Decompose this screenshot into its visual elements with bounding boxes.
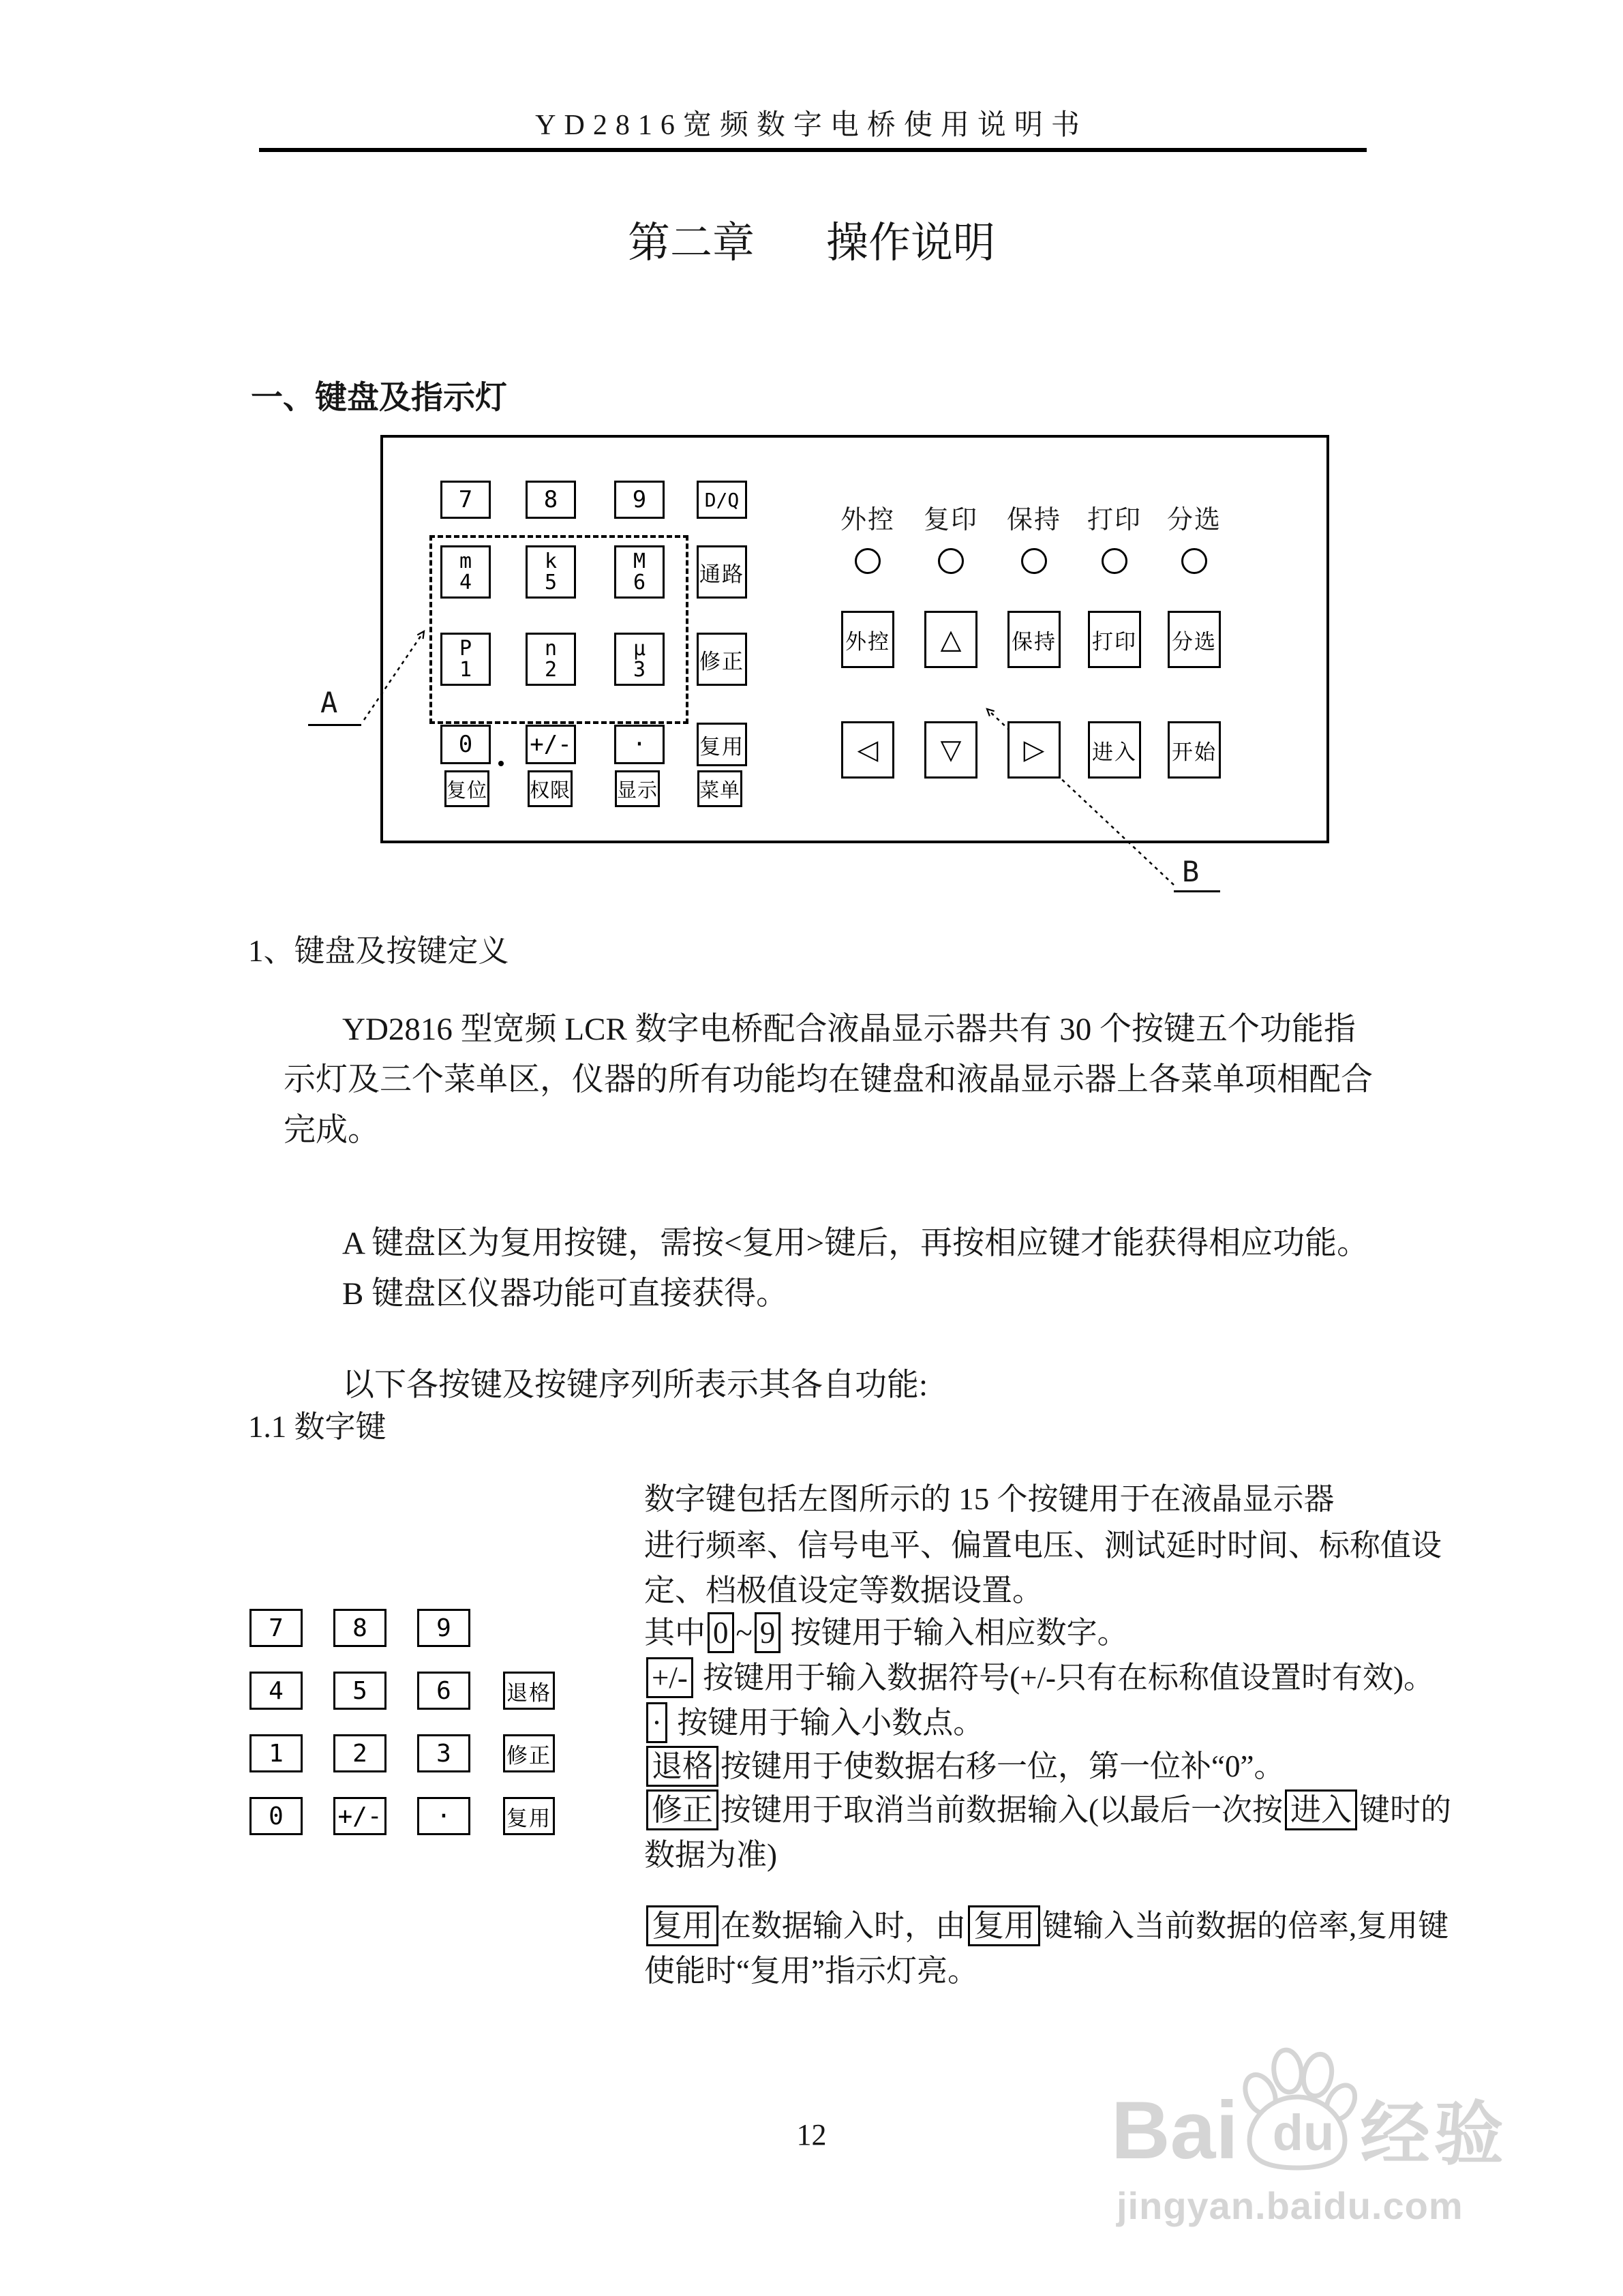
numpad-key: 9 xyxy=(417,1609,470,1647)
text-segment: 定、档极值设定等数据设置。 xyxy=(644,1573,1044,1607)
text-segment: 按键用于输入小数点。 xyxy=(669,1706,984,1740)
text-segment: 在数据输入时，由 xyxy=(721,1909,967,1943)
paragraph-line: 示灯及三个菜单区，仪器的所有功能均在键盘和液晶显示器上各菜单项相配合 xyxy=(284,1062,1373,1098)
key-digit-label: 4 xyxy=(459,571,472,594)
key-unit-label: M xyxy=(633,549,646,573)
paragraph-line: 以下各按键及按键序列所表示其各自功能: xyxy=(342,1368,928,1403)
description-line xyxy=(644,1697,1571,1738)
panel-button: ▽ xyxy=(924,721,977,779)
text-segment: 按键用于输入相应数字。 xyxy=(783,1616,1128,1650)
key-unit-label: μ xyxy=(633,636,646,661)
text-segment: 按键用于输入数据符号(+/-只有在标称值设置时有效)。 xyxy=(695,1661,1434,1695)
panel-button: △ xyxy=(924,611,977,668)
zone-b-callout-label: B xyxy=(1182,855,1200,888)
diagram-key: 修正 xyxy=(697,633,747,686)
diagram-key: 复位 xyxy=(444,770,489,807)
key-unit-label: P xyxy=(459,636,472,661)
diagram-key: 显示 xyxy=(615,770,660,807)
key-unit-label: k xyxy=(544,549,558,573)
description-line xyxy=(644,1785,1571,1826)
indicator-label: 分选 xyxy=(1166,506,1222,534)
paragraph-line: B 键盘区仪器功能可直接获得。 xyxy=(342,1276,789,1312)
panel-button: 打印 xyxy=(1088,611,1141,668)
description-line xyxy=(644,1474,1571,1515)
chapter-name: 操作说明 xyxy=(826,220,996,267)
diagram-key: 8 xyxy=(526,481,576,519)
inline-key-box: 修正 xyxy=(646,1789,718,1830)
panel-button: ◁ xyxy=(841,721,894,779)
diagram-key: 复用 xyxy=(697,723,747,766)
text-segment: 键输入当前数据的倍率,复用键 xyxy=(1042,1909,1449,1943)
inline-key-box: 0 xyxy=(708,1612,734,1653)
zone-a-callout-label: A xyxy=(320,686,338,719)
panel-button: 开始 xyxy=(1168,721,1221,779)
numpad-key: 2 xyxy=(333,1734,386,1772)
numpad-key: · xyxy=(417,1797,470,1835)
page-number: 12 xyxy=(796,2118,827,2151)
zone-a-callout-underline xyxy=(308,724,361,726)
key-digit-label: 6 xyxy=(633,571,646,594)
paragraph-line: A 键盘区为复用按键，需按<复用>键后，再按相应键才能获得相应功能。 xyxy=(342,1226,1369,1261)
diagram-key: 权限 xyxy=(528,770,573,807)
chapter-label: 第二章 xyxy=(627,220,755,267)
indicator-light xyxy=(938,548,964,574)
numpad-key: 5 xyxy=(333,1672,386,1710)
numpad-key: 4 xyxy=(249,1672,303,1710)
text-segment: 按键用于取消当前数据输入(以最后一次按 xyxy=(721,1793,1284,1827)
key-digit-label: 1 xyxy=(459,658,472,682)
description-line xyxy=(644,1652,1571,1693)
panel-button: 外控 xyxy=(841,611,894,668)
inline-key-box: 复用 xyxy=(968,1905,1040,1946)
inline-key-box: · xyxy=(646,1702,667,1743)
indicator-light xyxy=(1102,548,1127,574)
inline-key-box: +/- xyxy=(646,1657,693,1698)
numpad-key: 修正 xyxy=(503,1734,555,1772)
indicator-label: 外控 xyxy=(840,506,895,534)
description-line xyxy=(644,1607,1571,1648)
description-line xyxy=(644,1520,1571,1561)
description-line xyxy=(644,1565,1571,1606)
document-header-title: YD2816宽频数字电桥使用说明书 xyxy=(535,110,1088,141)
indicator-label: 复印 xyxy=(923,506,978,534)
numpad-key: 退格 xyxy=(503,1672,555,1710)
baidu-jingyan-watermark xyxy=(1111,2031,1602,2228)
text-segment: 数字键包括左图所示的 15 个按键用于在液晶显示器 xyxy=(644,1482,1335,1516)
description-line xyxy=(644,1741,1571,1782)
section11-heading: 1.1 数字键 xyxy=(248,1410,386,1444)
inline-key-box: 退格 xyxy=(646,1746,718,1787)
paragraph-line: YD2816 型宽频 LCR 数字电桥配合液晶显示器共有 30 个按键五个功能指 xyxy=(342,1012,1356,1047)
text-segment: 按键用于使数据右移一位，第一位补“0”。 xyxy=(721,1749,1285,1783)
inline-key-box: 复用 xyxy=(646,1905,718,1946)
indicator-light xyxy=(1021,548,1047,574)
subsection1-heading: 1、键盘及按键定义 xyxy=(248,934,509,968)
description-line xyxy=(644,1901,1571,1942)
key-digit-label: 5 xyxy=(544,571,558,594)
numpad-key: 6 xyxy=(417,1672,470,1710)
key-digit-label: 2 xyxy=(544,658,558,682)
numpad-key: 8 xyxy=(333,1609,386,1647)
numpad-key: +/- xyxy=(333,1797,386,1835)
numpad-key: 1 xyxy=(249,1734,303,1772)
diagram-key: 菜单 xyxy=(697,770,742,807)
key-descriptions xyxy=(0,1452,1623,2031)
inline-key-box: 进入 xyxy=(1285,1789,1357,1830)
text-segment: 数据为准) xyxy=(644,1838,777,1872)
numpad-key: 复用 xyxy=(503,1797,555,1835)
text-segment: ~ xyxy=(735,1616,753,1650)
paragraph-line: 完成。 xyxy=(284,1113,380,1148)
watermark-brand-cn: 经验 xyxy=(1360,2095,1508,2173)
indicator-light xyxy=(1181,548,1207,574)
text-segment: 其中 xyxy=(644,1616,706,1650)
watermark-url: jingyan.baidu.com xyxy=(1117,2184,1463,2227)
diagram-key: · xyxy=(614,725,665,764)
diagram-key: 7 xyxy=(440,481,491,519)
watermark-brand-prefix: Bai xyxy=(1111,2085,1239,2176)
numpad-key: 3 xyxy=(417,1734,470,1772)
indicator-label: 保持 xyxy=(1006,506,1061,534)
inline-key-box: 9 xyxy=(755,1612,781,1653)
numpad-key: 7 xyxy=(249,1609,303,1647)
zone-b-callout-underline xyxy=(1174,890,1220,892)
key-unit-label: n xyxy=(544,636,558,661)
header-rule xyxy=(259,148,1367,152)
text-segment: 进行频率、信号电平、偏置电压、测试延时时间、标称值设 xyxy=(644,1528,1442,1562)
chapter-title xyxy=(0,209,1623,269)
diagram-key: 通路 xyxy=(697,545,747,599)
text-segment: 使能时“复用”指示灯亮。 xyxy=(644,1954,978,1988)
section1-heading: 一、键盘及指示灯 xyxy=(251,380,507,416)
paw-icon xyxy=(1234,2031,1361,2171)
text-segment: 键时的 xyxy=(1359,1793,1452,1827)
zone-b-panel xyxy=(0,409,1623,941)
description-line xyxy=(644,1946,1571,1987)
diagram-key: 0 xyxy=(440,725,491,764)
watermark-logo xyxy=(1111,2031,1602,2176)
key-unit-label: m xyxy=(459,549,472,573)
panel-button: 保持 xyxy=(1007,611,1061,668)
panel-button: 分选 xyxy=(1168,611,1221,668)
panel-button: ▷ xyxy=(1007,721,1061,779)
key-digit-label: 3 xyxy=(633,658,646,682)
watermark-brand-suffix: du xyxy=(1272,2104,1335,2161)
diagram-key: +/- xyxy=(526,725,576,764)
diagram-key: D/Q xyxy=(697,481,747,519)
keyboard-panel-figure xyxy=(0,409,1623,941)
indicator-label: 打印 xyxy=(1087,506,1142,534)
diagram-key: 9 xyxy=(614,481,665,519)
indicator-light xyxy=(855,548,881,574)
description-line xyxy=(644,1830,1571,1871)
numpad-key: 0 xyxy=(249,1797,303,1835)
panel-button: 进入 xyxy=(1088,721,1141,779)
